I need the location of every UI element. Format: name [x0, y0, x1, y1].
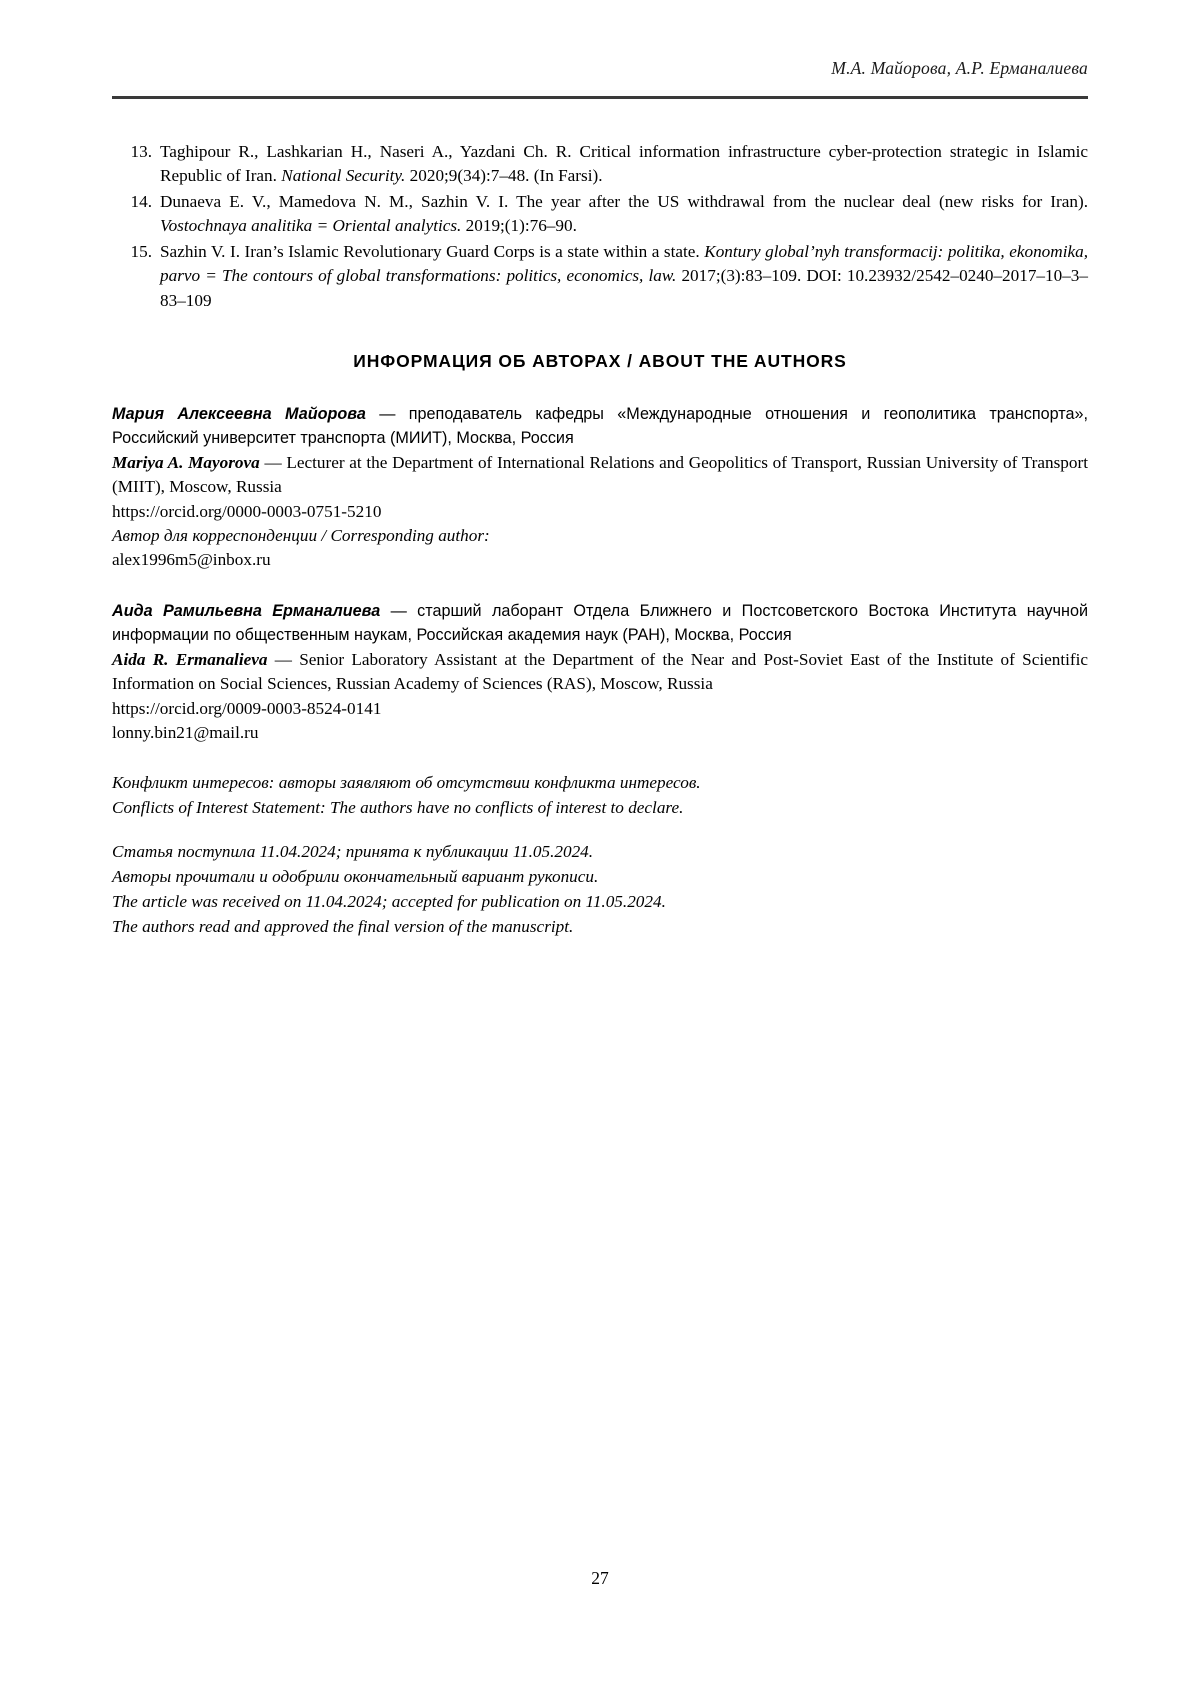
notes-spacer	[112, 745, 1088, 771]
author-1-corresponding-label: Автор для корреспонденции / Corresponding author:	[112, 526, 490, 546]
authors-section-title: ИНФОРМАЦИЯ ОБ АВТОРАХ / ABOUT THE AUTHORS	[353, 350, 847, 371]
author-2-name-ru: Аида Рамильевна Ерманалиева	[112, 601, 381, 620]
author-2-orcid[interactable]: https://orcid.org/0009-0003-8524-0141	[112, 698, 382, 718]
submission-dates-block	[112, 840, 1088, 940]
reference-text-part: Sazhin V. I. Iran’s Islamic Revolutionary Guard Corps is a state within a state.	[160, 241, 705, 261]
author-1-orcid[interactable]: https://orcid.org/0000-0003-0751-5210	[112, 501, 382, 521]
author-2-english-line	[112, 648, 1088, 697]
reference-number: 15.	[130, 241, 152, 261]
author-1-email[interactable]: alex1996m5@inbox.ru	[112, 550, 271, 570]
author-spacer	[112, 573, 1088, 599]
author-entry-2	[112, 599, 1088, 746]
approved-ru: Авторы прочитали и одобрили окончательный вариант рукописи.	[112, 867, 599, 887]
header-rule	[112, 96, 1088, 99]
reference-item	[112, 240, 1088, 313]
reference-number: 13.	[130, 142, 152, 161]
author-2-email[interactable]: lonny.bin21@mail.ru	[112, 723, 259, 743]
reference-text-part: Taghipour R., Lashkarian H., Naseri A., Yazdani Ch. R. Critical information infrastructure cyber-protection strategic in Islamic Republic of Iran.	[160, 142, 1088, 186]
page-content	[112, 140, 1088, 940]
reference-text-italic: National Security.	[281, 166, 406, 186]
author-1-affiliation-ru: — преподаватель кафедры «Международные отношения и геополитика транспорта», Российский университет транспорта (МИИТ), Москва, Россия	[112, 404, 1088, 448]
author-entry-1	[112, 402, 1088, 573]
approved-en: The authors read and approved the final version of the manuscript.	[112, 917, 574, 937]
reference-text-part: 2019;(1):76–90.	[461, 216, 577, 236]
received-en: The article was received on 11.04.2024; accepted for publication on 11.05.2024.	[112, 892, 666, 912]
author-2-affiliation-ru: — старший лаборант Отдела Ближнего и Постсоветского Востока Института научной информации по общественным наукам, Российская академия наук (РАН), Москва, Россия	[112, 601, 1088, 645]
author-2-name-en: Aida R. Ermanalieva	[112, 649, 268, 669]
author-1-name-ru: Мария Алексеевна Майорова	[112, 404, 366, 423]
running-head: М.А. Майорова, А.Р. Ерманалиева	[831, 58, 1088, 78]
author-1-name-en: Mariya A. Mayorova	[112, 452, 260, 472]
reference-item	[112, 140, 1088, 189]
reference-text-part: Dunaeva E. V., Mamedova N. M., Sazhin V. I. The year after the US withdrawal from the nuclear deal (new risks for Iran).	[160, 191, 1088, 211]
reference-text-part: 2020;9(34):7–48. (In Farsi).	[405, 166, 603, 186]
author-1-russian-line	[112, 402, 1088, 451]
reference-text-italic: Vostochnaya analitika = Oriental analytics.	[160, 216, 462, 236]
conflict-ru: Конфликт интересов: авторы заявляют об отсутствии конфликта интересов.	[112, 773, 701, 793]
reference-item	[112, 190, 1088, 239]
dates-spacer	[112, 821, 1088, 840]
conflict-en: Conflicts of Interest Statement: The authors have no conflicts of interest to declare.	[112, 798, 684, 818]
author-1-english-line	[112, 451, 1088, 500]
author-1-affiliation-en: — Lecturer at the Department of International Relations and Geopolitics of Transport, Russian University of Transport (MIIT), Moscow, Russia	[112, 452, 1088, 497]
author-2-russian-line	[112, 599, 1088, 648]
received-ru: Статья поступила 11.04.2024; принята к публикации 11.05.2024.	[112, 842, 594, 862]
reference-number: 14.	[130, 191, 152, 211]
conflict-of-interest-block	[112, 771, 1088, 821]
page-number: 27	[591, 1568, 609, 1588]
author-2-affiliation-en: — Senior Laboratory Assistant at the Department of the Near and Post-Soviet East of the Institute of Scientific Information on Social Sciences, Russian Academy of Sciences (RAS), Moscow, Russia	[112, 649, 1088, 694]
reference-list	[112, 140, 1088, 313]
reference-text-italic: Kontury global’nyh transformacij: politika, ekonomika, parvo = The contours of global transformations: politics, economics, law.	[160, 241, 1088, 286]
reference-text-part: 2017;(3):83–109. DOI: 10.23932/2542–0240–2017–10–3–83–109	[160, 266, 1088, 310]
